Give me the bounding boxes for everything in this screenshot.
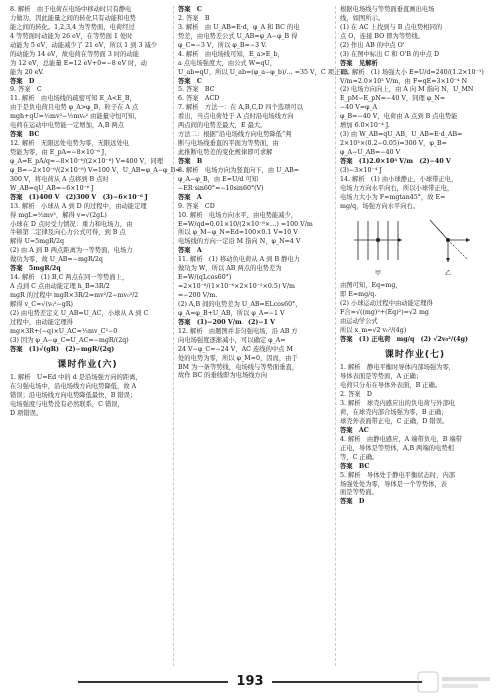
footer-rule-right: [272, 681, 422, 683]
page: [10, 6, 490, 666]
right-text-line: E_pM−E_pN=−40 V，同理 φ_N=: [340, 95, 446, 103]
middle-text-line: 12. 解析 由题图并非匀强电场，沿 AB 方: [178, 327, 298, 335]
left-text-line: 13. 解析 小球从 A 到 D 的过程中，由动能定理: [10, 202, 147, 210]
middle-text-line: 势差，由电势差公式 U_AB=φ_A−φ_B 得: [178, 32, 298, 40]
right-after-text-line: F合=√((mg)²+(Eq)²)=√2 mg: [340, 308, 429, 316]
left-text-line: 得 mgL=½mv²，解得 v=√(2gL): [10, 211, 107, 219]
left-text-line: 动能为 5 eV，动能减少了 21 eV，所以 1 到 3 减少: [10, 41, 158, 49]
right-text-line: 电场力大小为 F=mgtan45°，故 E=: [340, 193, 446, 201]
left-after-text-line: 1. 解析 U=Ed 中的 d 是沿场强方向的距离，: [10, 374, 142, 382]
right-text-line: 增加 6.0×10⁻⁴ J.: [340, 122, 390, 130]
figure-pair: [340, 216, 490, 278]
right-column: [335, 6, 490, 666]
middle-text-line: E=W/qd=0.01×10/(2×10⁻⁸×…) =100 V/m: [178, 220, 313, 228]
right-text-line: 2×10³×(0.2−0.05)=300 V，φ_B=: [340, 140, 447, 148]
left-text-line: 答案 BC: [10, 131, 40, 139]
right-text-line: V/m=2.0×10³ V/m，由 F=qE=3×10⁻⁴ N: [340, 77, 468, 85]
right-after-text-line: 答案 (1) 正电荷 mg/q (2) √2v₀²/(4g): [340, 335, 468, 343]
right-text-line: φ_A−U_AB=−40 V: [340, 149, 401, 156]
left-text-line: 由于是负电荷且电势 φ_A>φ_B，粒子在 A 点: [10, 104, 139, 112]
middle-text-line: 答案 (1)−200 V/m (2)−1 V: [178, 318, 276, 326]
right-end-text-line: 荷，在球壳内部合场强为零，B 正确；: [340, 409, 448, 417]
left-after-text-line: 电场强度与电势没有必然联系，C 错误，: [10, 401, 124, 409]
right-text-line: 点 O，连接 BO 即为等势线。: [340, 32, 425, 40]
middle-text-line: =2×10⁻⁶/(1×10⁻⁶×2×10⁻²×0.5) V/m: [178, 283, 295, 291]
left-text-line: 小球在 D 点时受力情况：重力和电场力，由: [10, 220, 133, 228]
left-text-line: 答案 5mgR/2q: [10, 265, 61, 273]
left-text-line: 9. 答案 C: [10, 86, 42, 94]
middle-text-line: 答案 C: [178, 6, 202, 13]
middle-text-line: 断与电场线垂直的平面为等势面，由: [178, 140, 279, 148]
left-text-line: 解得 v_C=√(v₀²−gR): [10, 300, 73, 308]
middle-text-line: 24 V−φ_C=−24 V，AC 连线的中点 M: [178, 345, 293, 353]
right-end-text-line: 场强处处为零，导体是一个等势体，表: [340, 480, 448, 488]
middle-text-line: 方法二：根据“沿电场线方向电势降低”判: [178, 131, 292, 139]
left-text-line: 14. 解析 (1) B,C 两点在同一等势面上，: [10, 274, 129, 282]
middle-text-line: 向电场强度逐渐减小，可以确定 φ_A=: [178, 336, 286, 344]
figure-caption-yi: 乙: [444, 269, 451, 277]
left-after-text-line: 错误；沿电场线方向电势降低最快，B 错误；: [10, 392, 137, 400]
right-after-text-line: (2) 小球运动过程中由动能定理得: [340, 299, 433, 307]
figure-yi: [420, 216, 476, 278]
right-text-line: (3) 在图中标出 C 和 O'B 的中点 D: [340, 50, 439, 58]
right-end-text-line: 等，C 正确。: [340, 453, 379, 461]
right-end-text-line: 答案 D: [340, 498, 365, 506]
left-text-line: 答案 (1)400 V (2)300 V (3)−6×10⁻⁶ J: [10, 193, 148, 201]
right-top-text: [340, 6, 490, 212]
right-end-text-line: 4. 解析 由静电感应，A 端带负电，B 端带: [340, 435, 462, 443]
left-text-line: mg×3R+(−q)×U_AC=½mv_C²−0: [10, 327, 118, 335]
right-after-text-line: 即 E=mg/q.: [340, 290, 377, 298]
left-text-line: 能为 20 eV.: [10, 68, 44, 76]
left-text-line: 力做功，因此能量之间的转化只有动能和电势: [10, 14, 136, 22]
left-text-line: 势能为零，由 E_pA=−8×10⁻⁶ J，: [10, 149, 111, 156]
right-text-line: 答案 (1)2.0×10³ V/m (2)−40 V: [340, 157, 451, 165]
middle-text-line: φ_A−φ_B，由 E=U/d 可知: [178, 175, 259, 183]
right-end-text-line: 5. 解析 导体处于静电平衡状态时，内部: [340, 471, 456, 479]
right-end-text-line: 答案 AC: [340, 426, 369, 434]
right-text-line: (3)−3×10⁻⁴ J: [340, 166, 382, 174]
left-text-line: 8. 解析 由于电荷在电场中移动时只有静电: [10, 6, 132, 13]
middle-text-line: E=W/(qLcos60°): [178, 274, 232, 282]
right-end-text-line: 电荷只分布在导体外表面，B 正确。: [340, 382, 442, 390]
right-after-text-line: 由运动学公式: [340, 317, 378, 325]
figure-jia: [350, 216, 406, 278]
left-text-line: A 点到 C 点由动能定理 h_B=3R/2: [10, 283, 110, 291]
right-end-text-line: 1. 解析 静电平衡时导体内部场强为零，: [340, 364, 456, 372]
right-text-line: (1) 在 AC 上找到与 B 点电势相同的: [340, 23, 443, 31]
right-end-text-line: 答案 BC: [340, 462, 370, 470]
left-text-line: 300 V，将电荷从 A 点移到 B 点时: [10, 175, 109, 183]
right-after-text-line: 由图可知，Eq=mg，: [340, 282, 402, 290]
middle-text-line: BM 为一条等势线，电场线与等势面垂直，: [178, 363, 299, 371]
left-after-text-line: D 项错误。: [10, 410, 43, 418]
middle-text-line: 3. 解析 由 U_AB=E·d，φ_A 和 BC 的电: [178, 23, 300, 31]
left-text-line: 答案 D: [10, 77, 35, 85]
right-end-text-line: 正电，导体是等势体，A,B 两端的电势相: [340, 444, 454, 452]
left-text-line: 解得 U=5mgR/2q: [10, 238, 65, 246]
middle-text-line: U_ab=qU，所以 U_ab=(φ_a−φ_b)/… =35 V，C 项正确。: [178, 68, 353, 76]
left-text-line: 牛顿第二定律及向心力公式可得，到 B 点: [10, 229, 126, 237]
left-text-line: 做功为零，故 U_AB=−mgR/2q: [10, 256, 103, 264]
middle-text-line: 看出，当点电荷处于 A 点时沿电场线方向: [178, 113, 294, 121]
right-text-line: 答案 见解析: [340, 59, 378, 67]
right-text-line: 电场力方向水平向右，所以小球带正电，: [340, 184, 454, 192]
left-text-line: 为 12 eV，总能量 E=12 eV+0=−8 eV 时，动: [10, 59, 147, 67]
left-text-line: 能之间的转化。1,2,3,4 为等势面，电荷经过: [10, 23, 135, 31]
middle-text-line: −ER·sin60°=−10sin60°(V): [178, 184, 264, 192]
page-number: 193: [236, 673, 264, 689]
left-text-line: 4 等势面时动能为 26 eV，在等势面 1 处时: [10, 32, 133, 40]
right-text-line: (2) 电场方向向上，由 A 向 M 指向 N，U_MN: [340, 86, 474, 94]
right-end-text-line: 导体表面是等势面，A 正确；: [340, 373, 423, 381]
middle-text-line: φ_C=−3 V，所以 φ_B=−3 V.: [178, 41, 267, 49]
middle-text-line: 两点间的电势差最大，E 最大。: [178, 122, 267, 130]
left-text-line: 的动能为 14 eV，故电荷在等势面 3 时的动能: [10, 50, 140, 58]
middle-text-line: 电场线的方向一定沿 M 指向 N，φ_N=4 V: [178, 238, 301, 246]
right-text-line: mg/q，场强方向水平向右。: [340, 202, 420, 210]
middle-text-line: 答案 C: [178, 77, 202, 85]
left-text-line: 答案 (1)√(gR) (2)−mgR/(2q): [10, 345, 115, 353]
left-text-line: 过程中，由动能定理得: [10, 318, 73, 326]
left-column: [10, 6, 181, 666]
middle-text-line: 答案 B: [178, 157, 203, 165]
left-text-line: 12. 解析 无限远处电势为零，无限远处电: [10, 140, 130, 148]
left-text-line: (3) 因为 φ_A−φ_C=U_AC=−mgR/(2q): [10, 336, 129, 344]
left-text-line: (2) 由电势差定义 U_AB=U_AC，小球从 A 到 C: [10, 309, 149, 317]
right-after-figure-text: [340, 282, 490, 345]
middle-text-line: 答案 A: [178, 247, 202, 255]
force-diagram-yi: [420, 216, 476, 266]
middle-text-line: 7. 解析 方法一：在 A,B,C,D 四个选项可以: [178, 104, 303, 112]
left-text-line: 11. 解析 由电场线的疏密可知 E_A<E_B，: [10, 95, 136, 103]
left-text-line: (2) 由 A 到 B 两点距离为一等势面，电场力: [10, 247, 133, 255]
footer-rule-left: [78, 681, 228, 683]
middle-text-line: 5. 答案 BC: [178, 86, 215, 94]
middle-text-line: 处的电势为零，所以 φ_M=0，因而，由于: [178, 354, 298, 362]
middle-text-line: 此推断电势差的变化规律即可求解: [178, 149, 273, 156]
middle-text-line: =−200 V/m.: [178, 292, 218, 299]
left-text-line: mgh+qU=½mv²−½mv₀² 由能量守恒可知，: [10, 113, 141, 121]
right-text-line: 根据电场线与等势面垂直画出电场: [340, 6, 435, 13]
left-text-line: φ_B=−2×10⁻⁶/(2×10⁻⁸) V=100 V，U_AB=φ_A−φ_B=: [10, 166, 181, 174]
right-text-line: −40 V=φ_A: [340, 104, 378, 112]
figure-caption-jia: 甲: [374, 269, 381, 277]
middle-text-line: (2) A,B 间的电势差为 U_AB=ELcos60°，: [178, 300, 302, 308]
middle-text-line: 9. 答案 CD: [178, 202, 215, 210]
middle-text-line: 2. 答案 B: [178, 14, 210, 22]
section-title-six: 课时作业(六): [57, 359, 118, 370]
right-after-text-line: 所以 x_m=√2 v₀²/(4g): [340, 326, 407, 334]
watermark-logo: [416, 669, 494, 695]
right-text-line: (3) 由 W_AB=qU_AB，U_AB=E·d_AB=: [340, 131, 463, 139]
right-end-text-line: 3. 解析 球壳内感应出的负电荷与外部电: [340, 400, 456, 408]
middle-text-line: 11. 解析 (1) 移动负电荷从 A 到 B 静电力: [178, 256, 300, 264]
right-text-line: 线，如图所示。: [340, 14, 385, 22]
section-title-seven: 课时作业(七): [384, 349, 446, 360]
middle-text-line: 8. 解析 电场方向为竖直向下，由 U_AB=: [178, 166, 300, 174]
middle-text-line: 做功为 W，所以 AB 两点的电势差为: [178, 265, 282, 273]
middle-text-line: 故作 BC 的垂线即为电场线方向: [178, 372, 268, 380]
right-text-line: 13. 解析 (1) 场强大小 E=U/d=240/(1.2×10⁻¹): [340, 68, 484, 76]
field-diagram-jia: [350, 216, 406, 266]
right-text-line: 14. 解析 (1) 由小球静止，小球带正电，: [340, 175, 458, 183]
right-end-text-line: 球壳外表面带正电，C 正确，D 错误。: [340, 417, 449, 425]
middle-text-line: φ_A=φ_B+U_AB，所以 φ_A=−1 V: [178, 309, 285, 317]
middle-text-line: a 点电场强度大，由公式 W=qU，: [178, 59, 277, 67]
middle-text-line: 4. 解析 由电场线可知，E_a>E_b，: [178, 50, 284, 58]
right-end-text-line: 2. 答案 D: [340, 391, 372, 399]
right-text-line: (2) 作出 AB 的中点 O': [340, 41, 405, 49]
middle-text-line: 6. 答案 ACD: [178, 95, 220, 103]
middle-text-line: 10. 解析 电场方向水平，由电势能减少，: [178, 211, 298, 219]
right-text-line: φ_B=−40 V，电荷由 A 点到 B 点电势能: [340, 113, 458, 121]
left-after-text-line: 在匀强电场中，沿电场线方向电势降低，故 A: [10, 383, 137, 391]
left-text-line: 电荷在运动中电势能一定增加，A,B 两点: [10, 122, 124, 130]
left-text-line: W_AB=qU_AB=−6×10⁻⁶ J: [10, 184, 94, 192]
middle-text-line: 答案 A: [178, 193, 202, 201]
right-end-text-line: 面是等势面。: [340, 489, 378, 497]
middle-text-line: 所以 φ_M−φ_N=Ed=100×0.1 V=10 V: [178, 229, 298, 237]
left-text-line: φ_A=E_pA/q=−8×10⁻⁶/(2×10⁻⁸) V=400 V，同理: [10, 157, 164, 165]
right-end-text: [340, 364, 490, 507]
left-text-line: mgR 的过程中 mgR×3R/2=mv²/2−mv₀²/2: [10, 292, 139, 299]
